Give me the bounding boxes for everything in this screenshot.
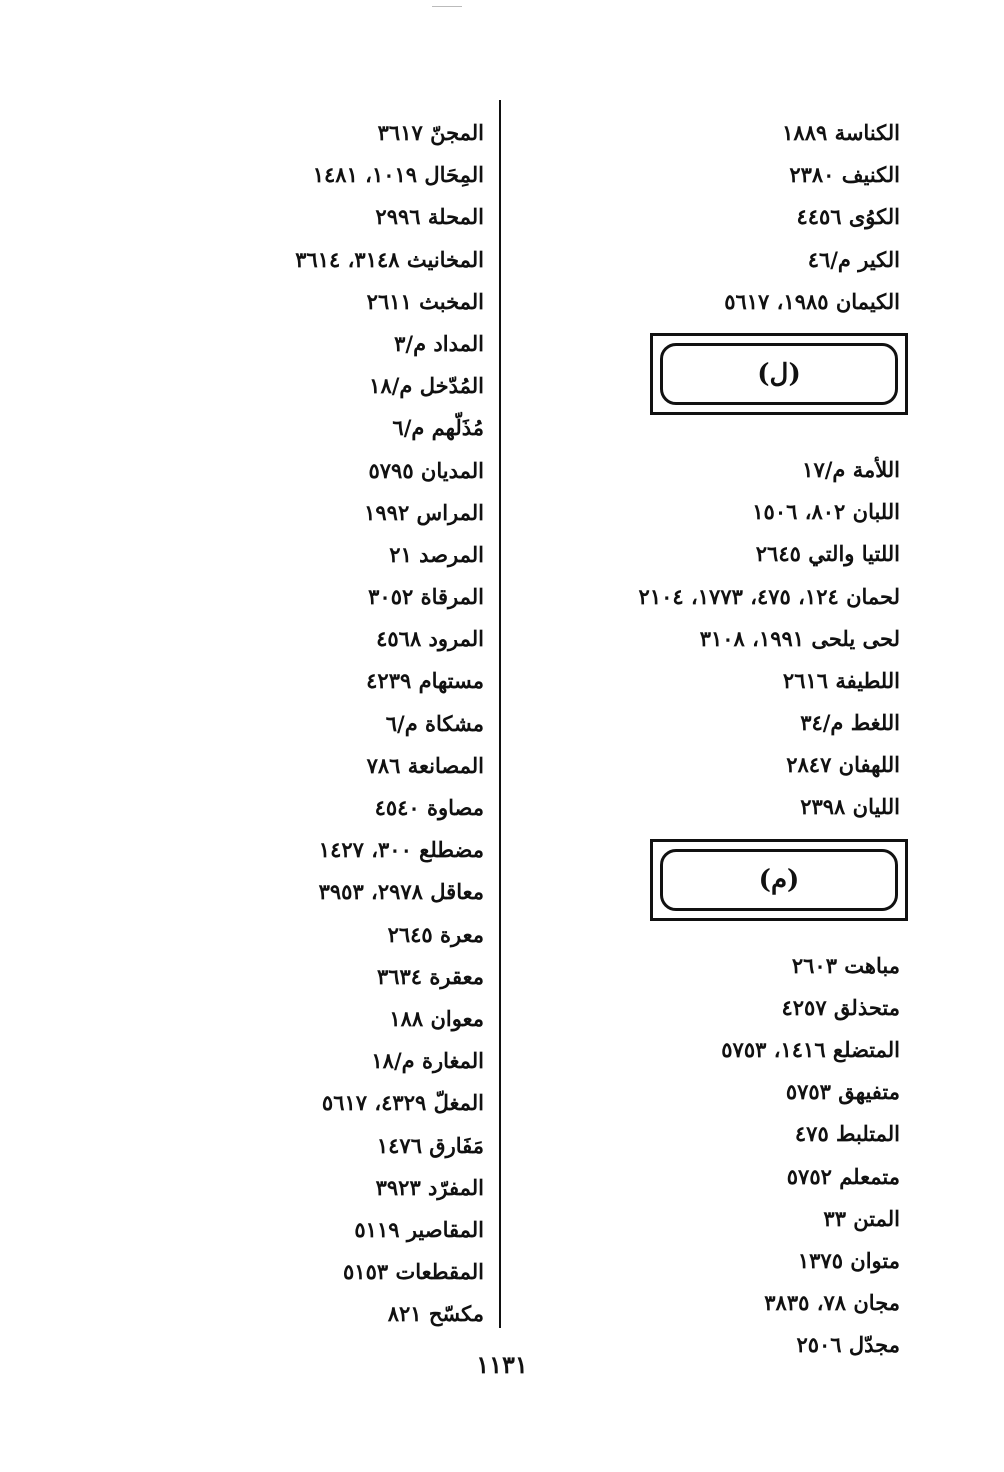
index-entry: اللتيا والتي ٢٦٤٥	[755, 541, 900, 567]
index-entry: المتلبط ٤٧٥	[794, 1121, 900, 1147]
section-letter: (ل)	[660, 343, 898, 405]
entry-group-kaf	[520, 112, 900, 323]
index-entry: اللهفان ٢٨٤٧	[786, 752, 900, 778]
index-entry: المقاصير ٥١١٩	[354, 1216, 484, 1242]
index-entry: المرود ٤٥٦٨	[376, 626, 484, 652]
index-entry: مباهت ٢٦٠٣	[791, 952, 900, 978]
index-entry: مصاوة ٤٥٤٠	[374, 795, 484, 820]
entry-group-mim	[520, 945, 900, 1367]
index-entry: معرة ٢٦٤٥	[387, 921, 484, 947]
index-entry: المخانيث ٣١٤٨، ٣٦١٤	[295, 246, 484, 272]
index-entry: معوان ١٨٨	[389, 1005, 484, 1031]
index-entry: اللأمة م/١٧	[802, 456, 900, 482]
index-entry: اللبان ٨٠٢، ١٥٠٦	[752, 499, 900, 525]
index-entry: لحمان ١٢٤، ٤٧٥، ١٧٧٣، ٢١٠٤	[638, 583, 900, 609]
index-entry: المداد م/٣	[394, 330, 484, 356]
index-entry: مُذَلّهم م/٦	[392, 415, 484, 441]
index-entry: متمعلم ٥٧٥٢	[786, 1163, 900, 1189]
index-entry: معاقل ٢٩٧٨، ٣٩٥٣	[318, 879, 484, 905]
index-entry: المجنّ ٣٦١٧	[377, 120, 484, 145]
index-entry: الكناسة ١٨٨٩	[782, 120, 900, 145]
index-entry: المديان ٥٧٩٥	[368, 457, 484, 483]
index-entry: المراس ١٩٩٢	[364, 499, 484, 525]
index-entry: المرقاة ٣٠٥٢	[368, 584, 484, 610]
index-entry: الكنيف ٢٣٨٠	[789, 162, 900, 188]
section-frame	[650, 333, 908, 415]
index-entry: متحذلق ٤٢٥٧	[781, 994, 900, 1020]
index-entry: لحى يلحى ١٩٩١، ٣١٠٨	[699, 625, 900, 651]
index-entry: اللغط م/٣٤	[800, 710, 900, 736]
index-entry: المتضلع ١٤١٦، ٥٧٥٣	[721, 1037, 900, 1062]
index-entry: الكير م/٤٦	[807, 246, 900, 272]
index-entry: المُدّخل م/١٨	[369, 373, 484, 399]
index-entry: اللطيفة ٢٦١٦	[782, 667, 900, 693]
index-entry: المقطعات ٥١٥٣	[343, 1259, 484, 1285]
index-entry: مشكاة م/٦	[385, 710, 484, 736]
index-entry: المصانعة ٧٨٦	[366, 752, 484, 778]
index-entry: المغلّ ٤٣٢٩، ٥٦١٧	[321, 1090, 484, 1116]
index-entry: المِحَال ١٠١٩، ١٤٨١	[312, 162, 484, 188]
left-column	[64, 112, 484, 1335]
index-entry: متوان ١٣٧٥	[797, 1247, 900, 1273]
index-entry: مستهام ٤٢٣٩	[366, 668, 484, 694]
entry-group-lam	[520, 449, 900, 829]
index-entry: مجان ٧٨، ٣٨٣٥	[764, 1290, 900, 1316]
section-header-mim	[520, 829, 900, 945]
index-entry: مضطلع ٣٠٠، ١٤٢٧	[318, 837, 484, 863]
section-letter: (م)	[660, 849, 898, 911]
index-entry: المرصد ٢١	[389, 541, 484, 567]
right-column	[520, 112, 900, 1367]
index-entry: المغارة م/١٨	[371, 1048, 484, 1074]
index-entry: مجدّل ٢٥٠٦	[796, 1332, 900, 1358]
index-entry: المخبث ٢٦١١	[366, 288, 484, 314]
index-entry: المفرّد ٣٩٢٣	[375, 1174, 484, 1200]
column-divider	[499, 100, 501, 1328]
page-number: ١١٣١	[476, 1350, 528, 1379]
index-entry: الليان ٢٣٩٨	[800, 794, 900, 820]
index-entry: مكسّح ٨٢١	[387, 1301, 484, 1327]
section-header-lam	[520, 323, 900, 449]
index-entry: الكوُى ٤٤٥٦	[796, 204, 900, 230]
index-entry: الكيمان ١٩٨٥، ٥٦١٧	[724, 288, 900, 314]
index-entry: متفيهق ٥٧٥٣	[785, 1079, 900, 1105]
index-entry: مَفَارق ١٤٧٦	[376, 1132, 484, 1158]
index-entry: معقرة ٣٦٣٤	[376, 963, 484, 989]
index-entry: المحلة ٢٩٩٦	[375, 204, 484, 230]
section-frame	[650, 839, 908, 921]
top-scan-mark	[432, 6, 462, 7]
index-entry: المتن ٣٣	[823, 1205, 900, 1231]
